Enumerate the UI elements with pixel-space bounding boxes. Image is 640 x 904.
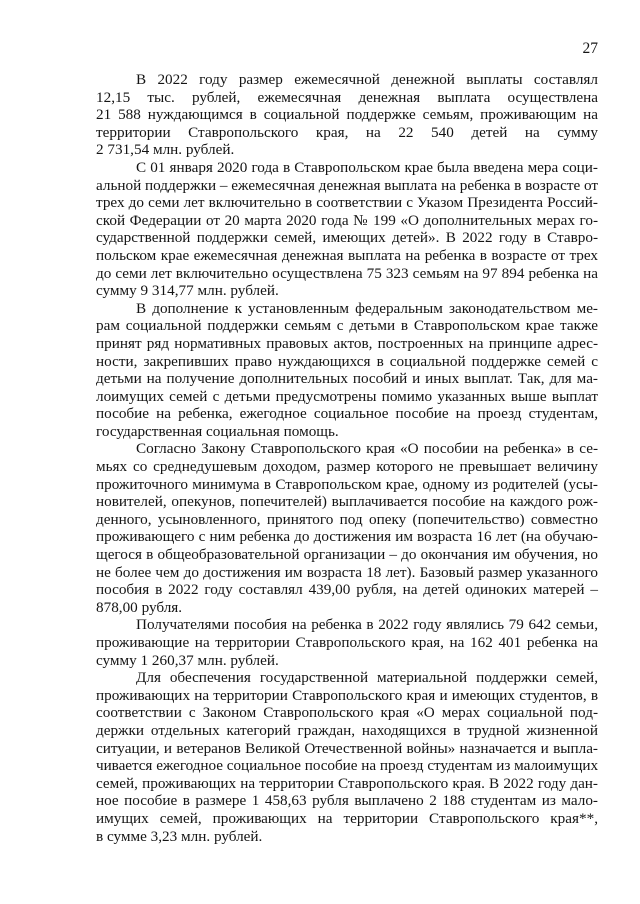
text-line: ности, закрепивших право нуждающихся в социальной поддержке семей с: [96, 352, 598, 370]
text-line: ное пособие в размере 1 458,63 рубля выплачено 2 188 студентам из мало-: [96, 792, 598, 810]
text-line: держки отдельных категорий граждан, находящихся в трудной жизненной: [96, 721, 598, 739]
text-line: сумму 9 314,77 млн. рублей.: [96, 282, 279, 300]
text-line: 2 731,54 млн. рублей.: [96, 141, 235, 159]
text-line: сумму 1 260,37 млн. рублей.: [96, 651, 279, 669]
text-line: семей, проживающих на территории Ставропольского края. В 2022 году дан-: [96, 774, 598, 792]
text-line: польском крае ежемесячная денежная выплата на ребенка в возрасте от трех: [96, 246, 598, 264]
text-line: ситуации, и ветеранов Великой Отечественной войны» назначается и выпла-: [96, 739, 598, 757]
document-body: [96, 71, 598, 845]
text-line: рам социальной поддержки семьям с детьми в Ставропольском крае также: [96, 317, 598, 335]
text-line: мьях со среднедушевым доходом, размер которого не превышает величину: [96, 458, 598, 476]
text-line: пособие на ребенка, ежегодное социальное пособие на проезд студентам,: [96, 405, 598, 423]
text-line: территории Ставропольского края, на 22 540 детей на сумму: [96, 123, 598, 141]
text-line: ской Федерации от 20 марта 2020 года № 199 «О дополнительных мерах го-: [96, 211, 598, 229]
text-line: до семи лет включительно осуществлена 75 323 семьям на 97 894 ребенка на: [96, 264, 598, 282]
text-line: пособия в 2022 году составлял 439,00 рубля, на детей одиноких матерей –: [96, 581, 598, 599]
text-line: в сумме 3,23 млн. рублей.: [96, 827, 263, 845]
text-line: прожиточного минимума в Ставропольском крае, одному из родителей (усы-: [96, 475, 598, 493]
text-line: проживающего с ним ребенка до достижения им возраста 16 лет (на обучаю-: [96, 528, 598, 546]
text-line: чивается ежегодное социальное пособие на проезд студентам из малоимущих: [96, 757, 598, 775]
text-line: лоимущих семей с детьми предусмотрены помимо указанных выше выплат: [96, 387, 598, 405]
text-line: имущих семей, проживающих на территории Ставропольского края**,: [96, 809, 598, 827]
text-line: 21 588 нуждающимся в социальной поддержке семьям, проживающим на: [96, 106, 598, 124]
text-line: принят ряд нормативных правовых актов, построенных на принципе адрес-: [96, 334, 598, 352]
text-line: В 2022 году размер ежемесячной денежной выплаты составлял: [136, 71, 598, 88]
text-line: В дополнение к установленным федеральным законодательством ме-: [136, 299, 598, 317]
text-line: 878,00 рубля.: [96, 598, 183, 616]
text-line: детьми на получение дополнительных пособий и иных выплат. Так, для ма-: [96, 370, 598, 388]
text-line: С 01 января 2020 года в Ставропольском крае была введена мера соци-: [136, 158, 598, 176]
text-line: сударственной поддержки семей, имеющих детей». В 2022 году в Ставро-: [96, 229, 598, 247]
text-line: трех до семи лет включительно в соответствии с Указом Президента Россий-: [96, 194, 598, 212]
text-line: Получателями пособия на ребенка в 2022 году являлись 79 642 семьи,: [136, 616, 598, 634]
text-line: соответствии с Законом Ставропольского края «О мерах социальной под-: [96, 704, 598, 722]
text-line: не более чем до достижения им возраста 18 лет). Базовый размер указанного: [96, 563, 598, 581]
text-line: проживающие на территории Ставропольского края, на 162 401 ребенка на: [96, 634, 598, 651]
text-line: Согласно Закону Ставропольского края «О пособии на ребенка» в се-: [136, 440, 598, 458]
page-number: 27: [582, 40, 598, 57]
text-line: государственная социальная помощь.: [96, 422, 339, 440]
text-line: Для обеспечения государственной материальной поддержки семей,: [136, 669, 598, 687]
text-line: 12,15 тыс. рублей, ежемесячная денежная выплата осуществлена: [96, 88, 598, 106]
text-line: новителей, опекунов, попечителей) выплачивается пособие на каждого рож-: [96, 493, 598, 511]
text-line: щегося в общеобразовательной организации – до окончания им обучения, но: [96, 546, 598, 564]
text-line: альной поддержки – ежемесячная денежная выплата на ребенка в возрасте от: [96, 176, 599, 194]
text-line: проживающих на территории Ставропольского края и имеющих студентов, в: [96, 686, 598, 704]
text-line: денного, усыновленного, принятого под опеку (попечительство) совместно: [96, 510, 598, 528]
